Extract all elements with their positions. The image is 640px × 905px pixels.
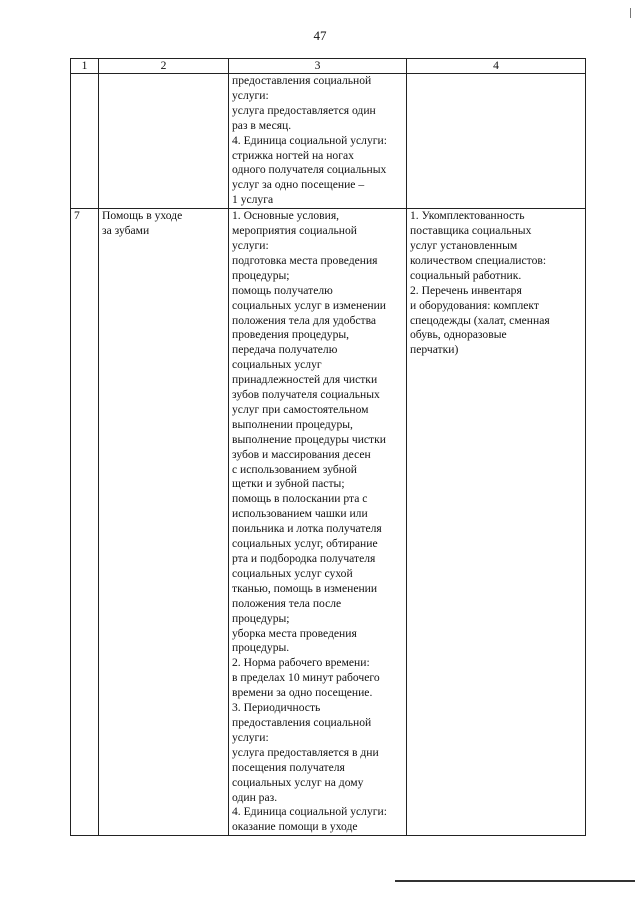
cell-text-line: уборка места проведения bbox=[232, 626, 357, 640]
column-header-4: 4 bbox=[407, 59, 586, 74]
cell-text-line: положения тела после bbox=[232, 596, 342, 610]
cell-text-line: социальных услуг в изменении bbox=[232, 298, 386, 312]
cell-text-line: стрижка ногтей на ногах bbox=[232, 148, 354, 162]
cell-text-line: тканью, помощь в изменении bbox=[232, 581, 378, 595]
cell-text-line: передача получателю bbox=[232, 343, 338, 357]
cell-text-line: предоставления социальной bbox=[232, 715, 372, 729]
column-header-3: 3 bbox=[229, 59, 407, 74]
cell-text-line: услуг установленным bbox=[410, 238, 518, 252]
service-name-cell bbox=[99, 209, 229, 836]
page-number: 47 bbox=[313, 28, 327, 43]
cell-text-line: 1. Основные условия, bbox=[232, 209, 340, 223]
cell-text-line: принадлежностей для чистки bbox=[232, 373, 378, 387]
cell-text-line: выполнение процедуры чистки bbox=[232, 432, 386, 446]
column-header-2: 2 bbox=[99, 59, 229, 74]
cell-text-line: 1 услуга bbox=[232, 193, 274, 207]
cell-text-line: Помощь в уходе bbox=[102, 209, 183, 223]
cell-text-line: социальных услуг сухой bbox=[232, 566, 353, 580]
cell-text-line: количеством специалистов: bbox=[410, 253, 547, 267]
cell-text-line: мероприятия социальной bbox=[232, 224, 357, 238]
footer-rule bbox=[395, 880, 635, 882]
cell-text-line: положения тела для удобства bbox=[232, 313, 377, 327]
cell-text-line: услуги: bbox=[232, 238, 269, 252]
cell-text-line: социальных услуг bbox=[232, 358, 322, 372]
cell-text-line: процедуры; bbox=[232, 268, 290, 282]
cell-text-line: услуги: bbox=[232, 730, 269, 744]
quality-indicators-cell bbox=[407, 209, 586, 836]
service-name-cell bbox=[99, 74, 229, 209]
cell-text-line: 4. Единица социальной услуги: bbox=[232, 133, 387, 147]
cell-text-line: проведения процедуры, bbox=[232, 328, 350, 342]
cell-text-line: поставщика социальных bbox=[410, 224, 532, 238]
cell-text-line: посещения получателя bbox=[232, 760, 345, 774]
table-row bbox=[71, 209, 586, 836]
cell-text-line: 2. Перечень инвентаря bbox=[410, 283, 522, 297]
cell-text-line: помощь получателю bbox=[232, 283, 333, 297]
cell-text-line: зубов получателя социальных bbox=[232, 388, 380, 402]
cell-text-line: рта и подбородка получателя bbox=[232, 552, 376, 565]
table-header-row bbox=[71, 59, 586, 74]
column-header-1: 1 bbox=[71, 59, 99, 74]
cell-text-line: процедуры. bbox=[232, 641, 290, 655]
cell-text-line: 2. Норма рабочего времени: bbox=[232, 656, 370, 670]
cell-text-line: услуга предоставляется один bbox=[232, 103, 376, 117]
quality-indicators-cell bbox=[407, 74, 586, 209]
cell-text-line: времени за одно посещение. bbox=[232, 686, 373, 700]
cell-text-line: обувь, одноразовые bbox=[410, 328, 507, 342]
cell-text-line: за зубами bbox=[102, 224, 150, 238]
cell-text-line: услуги: bbox=[232, 88, 269, 102]
cell-text-line: 1. Укомплектованность bbox=[410, 209, 525, 223]
table-row bbox=[71, 74, 586, 209]
service-conditions-cell bbox=[229, 74, 407, 209]
cell-text-line: подготовка места проведения bbox=[232, 253, 378, 267]
cell-text-line: оказание помощи в уходе bbox=[232, 820, 358, 834]
cell-text-line: предоставления социальной bbox=[232, 74, 372, 87]
cell-text-line: раз в месяц. bbox=[232, 118, 292, 132]
cell-text-line: 4. Единица социальной услуги: bbox=[232, 805, 387, 819]
cell-text-line: выполнении процедуры, bbox=[232, 417, 353, 431]
cell-text-line: одного получателя социальных bbox=[232, 163, 387, 177]
scan-edge-mark bbox=[630, 8, 631, 18]
cell-text-line: услуга предоставляется в дни bbox=[232, 745, 379, 759]
cell-text-line: 3. Периодичность bbox=[232, 701, 321, 715]
cell-text-line: с использованием зубной bbox=[232, 462, 357, 476]
cell-text-line: социальных услуг, обтирание bbox=[232, 537, 378, 551]
cell-text-line: поильника и лотка получателя bbox=[232, 522, 382, 536]
row-number-cell bbox=[71, 74, 99, 209]
cell-text-line: помощь в полоскании рта с bbox=[232, 492, 368, 506]
cell-text-line: перчатки) bbox=[410, 343, 459, 357]
cell-text-line: в пределах 10 минут рабочего bbox=[232, 671, 380, 685]
cell-text-line: использованием чашки или bbox=[232, 507, 368, 521]
cell-text-line: и оборудования: комплект bbox=[410, 298, 539, 312]
cell-text-line: зубов и массирования десен bbox=[232, 447, 371, 461]
cell-text-line: услуг за одно посещение – bbox=[232, 178, 365, 192]
cell-text-line: процедуры; bbox=[232, 611, 290, 625]
cell-text-line: социальный работник. bbox=[410, 268, 522, 282]
service-conditions-cell bbox=[229, 209, 407, 836]
cell-text-line: один раз. bbox=[232, 790, 278, 804]
services-table bbox=[70, 58, 586, 836]
cell-text-line: услуг при самостоятельном bbox=[232, 402, 369, 416]
cell-text-line: социальных услуг на дому bbox=[232, 775, 364, 789]
cell-text-line: щетки и зубной пасты; bbox=[232, 477, 345, 491]
row-number-cell: 7 bbox=[71, 209, 99, 836]
cell-text-line: спецодежды (халат, сменная bbox=[410, 313, 550, 327]
